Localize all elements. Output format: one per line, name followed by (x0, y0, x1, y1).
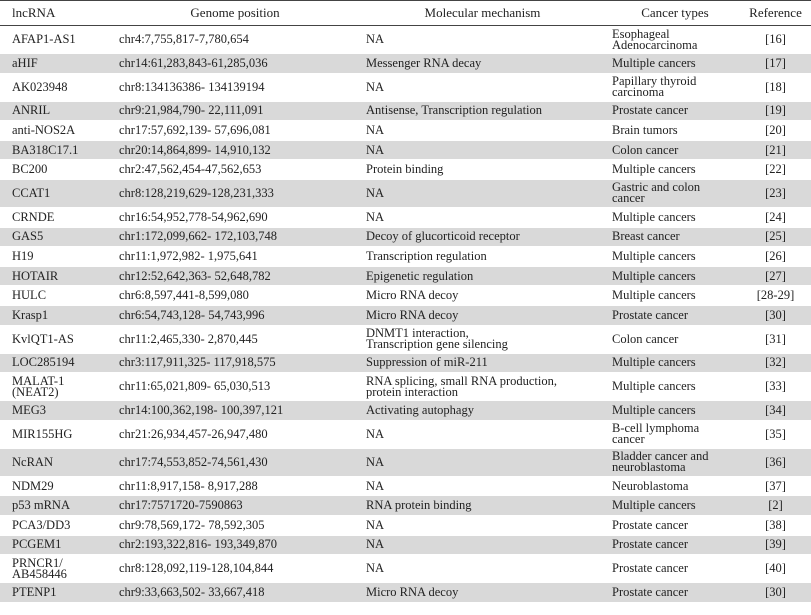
cell-lncrna-line: MALAT-1 (12, 373, 65, 388)
cell-lncrna (0, 179, 115, 207)
cell-genome-position: chr11:65,021,809- 65,030,513 (115, 373, 355, 401)
table-row (0, 121, 811, 141)
cell-lncrna-line: MEG3 (12, 402, 47, 417)
cell-lncrna-line: BC200 (12, 162, 48, 177)
cell-molecular-mechanism-line: Antisense, Transcription regulation (366, 103, 543, 118)
cell-cancer-types-line: Breast cancer (612, 229, 680, 244)
cell-reference: [2] (740, 496, 811, 516)
table-row (0, 286, 811, 306)
cell-lncrna-line: PCGEM1 (12, 537, 62, 552)
cell-reference: [37] (740, 476, 811, 496)
cell-lncrna (0, 227, 115, 247)
cell-lncrna-line: HOTAIR (12, 268, 59, 283)
cell-cancer-types-line: Multiple cancers (612, 55, 696, 70)
cell-genome-position: chr9:78,569,172- 78,592,305 (115, 515, 355, 535)
cell-lncrna (0, 555, 115, 583)
cell-cancer-types-line: Multiple cancers (612, 248, 696, 263)
cell-cancer-types (610, 286, 740, 306)
table-row (0, 160, 811, 180)
cell-cancer-types (610, 121, 740, 141)
cell-lncrna-line: GAS5 (12, 229, 44, 244)
cell-molecular-mechanism (355, 160, 610, 180)
cell-molecular-mechanism-line: Micro RNA decoy (366, 288, 459, 303)
cell-reference: [39] (740, 535, 811, 555)
cell-cancer-types (610, 555, 740, 583)
cell-reference: [19] (740, 101, 811, 121)
cell-genome-position: chr6:8,597,441-8,599,080 (115, 286, 355, 306)
cell-cancer-types (610, 448, 740, 476)
cell-lncrna (0, 325, 115, 353)
cell-cancer-types (610, 373, 740, 401)
cell-lncrna (0, 247, 115, 267)
cell-lncrna-line: H19 (12, 248, 34, 263)
cell-lncrna-line: CCAT1 (12, 185, 51, 200)
cell-molecular-mechanism-line: NA (366, 478, 385, 493)
cell-molecular-mechanism (355, 476, 610, 496)
cell-cancer-types-line: Gastric and colon (612, 180, 701, 195)
cell-reference: [18] (740, 73, 811, 101)
cell-cancer-types (610, 583, 740, 603)
cell-cancer-types-line: Bladder cancer and (612, 449, 709, 464)
cell-molecular-mechanism (355, 496, 610, 516)
cell-reference: [38] (740, 515, 811, 535)
cell-genome-position: chr9:33,663,502- 33,667,418 (115, 583, 355, 603)
cell-genome-position: chr17:7571720-7590863 (115, 496, 355, 516)
cell-molecular-mechanism (355, 207, 610, 227)
cell-molecular-mechanism-line: Protein binding (366, 162, 444, 177)
cell-molecular-mechanism-line: Micro RNA decoy (366, 584, 459, 599)
table-row (0, 515, 811, 535)
cell-cancer-types-line: carcinoma (612, 85, 665, 100)
cell-reference: [34] (740, 401, 811, 421)
cell-cancer-types-line: Brain tumors (612, 122, 678, 137)
cell-cancer-types (610, 420, 740, 448)
table-row (0, 373, 811, 401)
cell-genome-position: chr21:26,934,457-26,947,480 (115, 420, 355, 448)
cell-lncrna (0, 207, 115, 227)
cell-cancer-types (610, 305, 740, 325)
cell-cancer-types (610, 353, 740, 373)
cell-cancer-types-line: Prostate cancer (612, 307, 689, 322)
table-row (0, 401, 811, 421)
cell-molecular-mechanism-line: NA (366, 517, 385, 532)
cell-cancer-types-line: cancer (612, 191, 645, 206)
cell-molecular-mechanism-line: Epigenetic regulation (366, 268, 474, 283)
cell-molecular-mechanism-line: NA (366, 209, 385, 224)
cell-cancer-types-line: Prostate cancer (612, 103, 689, 118)
table-row (0, 420, 811, 448)
cell-lncrna-line: AB458446 (12, 566, 67, 581)
cell-lncrna (0, 496, 115, 516)
cell-molecular-mechanism (355, 420, 610, 448)
cell-molecular-mechanism-line: NA (366, 426, 385, 441)
cell-cancer-types-line: Multiple cancers (612, 379, 696, 394)
table-row (0, 140, 811, 160)
cell-molecular-mechanism (355, 555, 610, 583)
cell-lncrna-line: Krasp1 (12, 307, 49, 322)
table-row (0, 583, 811, 603)
header-row (0, 1, 811, 26)
cell-lncrna (0, 515, 115, 535)
cell-lncrna (0, 583, 115, 603)
cell-lncrna (0, 305, 115, 325)
table-row (0, 448, 811, 476)
cell-reference: [24] (740, 207, 811, 227)
cell-cancer-types-line: Prostate cancer (612, 584, 689, 599)
cell-cancer-types-line: Multiple cancers (612, 268, 696, 283)
cell-lncrna (0, 121, 115, 141)
cell-reference: [28-29] (740, 286, 811, 306)
cell-lncrna-line: AK023948 (12, 79, 68, 94)
cell-cancer-types-line: Multiple cancers (612, 162, 696, 177)
cell-molecular-mechanism-line: NA (366, 537, 385, 552)
cell-lncrna-line: AFAP1-AS1 (12, 32, 76, 46)
cell-genome-position: chr14:100,362,198- 100,397,121 (115, 401, 355, 421)
cell-cancer-types-line: B-cell lymphoma (612, 421, 700, 436)
cell-lncrna (0, 353, 115, 373)
header-genome-position: Genome position (115, 1, 355, 26)
cell-cancer-types (610, 496, 740, 516)
cell-cancer-types-line: cancer (612, 432, 645, 447)
cell-reference: [22] (740, 160, 811, 180)
cell-cancer-types-line: Prostate cancer (612, 537, 689, 552)
table-row (0, 54, 811, 74)
cell-molecular-mechanism (355, 373, 610, 401)
cell-cancer-types (610, 535, 740, 555)
cell-lncrna-line: HULC (12, 288, 47, 303)
cell-reference: [32] (740, 353, 811, 373)
cell-molecular-mechanism (355, 401, 610, 421)
cell-lncrna-line: BA318C17.1 (12, 142, 79, 157)
cell-genome-position: chr14:61,283,843-61,285,036 (115, 54, 355, 74)
cell-lncrna-line: aHIF (12, 55, 38, 70)
cell-cancer-types-line: Adenocarcinoma (612, 37, 698, 52)
cell-molecular-mechanism (355, 121, 610, 141)
cell-molecular-mechanism (355, 26, 610, 54)
cell-lncrna (0, 286, 115, 306)
cell-molecular-mechanism (355, 353, 610, 373)
cell-cancer-types (610, 207, 740, 227)
cell-cancer-types-line: Colon cancer (612, 331, 679, 346)
cell-lncrna (0, 448, 115, 476)
cell-genome-position: chr17:57,692,139- 57,696,081 (115, 121, 355, 141)
header-reference: Reference (740, 1, 811, 26)
cell-cancer-types (610, 179, 740, 207)
cell-molecular-mechanism-line: protein interaction (366, 384, 458, 399)
cell-genome-position: chr2:47,562,454-47,562,653 (115, 160, 355, 180)
cell-cancer-types-line: Multiple cancers (612, 288, 696, 303)
cell-lncrna (0, 26, 115, 54)
cell-reference: [27] (740, 266, 811, 286)
cell-cancer-types-line: Esophageal (612, 26, 670, 41)
cell-molecular-mechanism-line: NA (366, 79, 385, 94)
cell-genome-position: chr2:193,322,816- 193,349,870 (115, 535, 355, 555)
cell-cancer-types (610, 247, 740, 267)
cell-lncrna-line: ANRIL (12, 103, 51, 118)
cell-lncrna-line: KvlQT1-AS (12, 331, 74, 346)
table-body (0, 26, 811, 603)
cell-molecular-mechanism-line: Transcription regulation (366, 248, 487, 263)
cell-molecular-mechanism-line: Micro RNA decoy (366, 307, 459, 322)
cell-molecular-mechanism (355, 140, 610, 160)
cell-cancer-types (610, 54, 740, 74)
cell-genome-position: chr12:52,642,363- 52,648,782 (115, 266, 355, 286)
cell-lncrna-line: MIR155HG (12, 426, 73, 441)
cell-molecular-mechanism-line: Activating autophagy (366, 402, 474, 417)
table-row (0, 101, 811, 121)
cell-molecular-mechanism (355, 305, 610, 325)
header-molecular-mechanism: Molecular mechanism (355, 1, 610, 26)
cell-lncrna-line: PTENP1 (12, 584, 57, 599)
cell-genome-position: chr16:54,952,778-54,962,690 (115, 207, 355, 227)
cell-reference: [17] (740, 54, 811, 74)
cell-cancer-types (610, 476, 740, 496)
table-row (0, 476, 811, 496)
cell-lncrna (0, 476, 115, 496)
cell-molecular-mechanism-line: Messenger RNA decay (366, 55, 482, 70)
cell-molecular-mechanism (355, 325, 610, 353)
cell-molecular-mechanism (355, 535, 610, 555)
cell-reference: [31] (740, 325, 811, 353)
cell-cancer-types-line: Multiple cancers (612, 209, 696, 224)
cell-molecular-mechanism (355, 247, 610, 267)
cell-genome-position: chr9:21,984,790- 22,111,091 (115, 101, 355, 121)
cell-molecular-mechanism (355, 101, 610, 121)
cell-lncrna (0, 140, 115, 160)
cell-molecular-mechanism-line: NA (366, 561, 385, 576)
cell-molecular-mechanism (355, 179, 610, 207)
cell-molecular-mechanism-line: DNMT1 interaction, (366, 326, 469, 341)
cell-lncrna-line: p53 mRNA (12, 498, 70, 513)
cell-molecular-mechanism-line: RNA protein binding (366, 498, 472, 513)
cell-molecular-mechanism-line: RNA splicing, small RNA production, (366, 373, 557, 388)
cell-cancer-types-line: Multiple cancers (612, 355, 696, 370)
table-row (0, 555, 811, 583)
cell-molecular-mechanism (355, 286, 610, 306)
cell-cancer-types (610, 140, 740, 160)
cell-molecular-mechanism-line: NA (366, 454, 385, 469)
cell-reference: [25] (740, 227, 811, 247)
cell-genome-position: chr8:128,219,629-128,231,333 (115, 179, 355, 207)
cell-cancer-types (610, 73, 740, 101)
cell-genome-position: chr11:1,972,982- 1,975,641 (115, 247, 355, 267)
cell-genome-position: chr4:7,755,817-7,780,654 (115, 26, 355, 54)
cell-genome-position: chr17:74,553,852-74,561,430 (115, 448, 355, 476)
cell-lncrna-line: anti-NOS2A (12, 122, 76, 137)
table-row (0, 325, 811, 353)
table-row (0, 496, 811, 516)
cell-cancer-types-line: Colon cancer (612, 142, 679, 157)
cell-molecular-mechanism (355, 448, 610, 476)
cell-cancer-types (610, 101, 740, 121)
cell-lncrna (0, 73, 115, 101)
cell-genome-position: chr3:117,911,325- 117,918,575 (115, 353, 355, 373)
cell-lncrna-line: NcRAN (12, 454, 53, 469)
table-row (0, 266, 811, 286)
cell-reference: [26] (740, 247, 811, 267)
cell-cancer-types (610, 401, 740, 421)
cell-lncrna-line: PRNCR1/ (12, 555, 63, 570)
cell-lncrna (0, 373, 115, 401)
table-row (0, 227, 811, 247)
cell-reference: [30] (740, 305, 811, 325)
table-row (0, 353, 811, 373)
cell-cancer-types-line: Papillary thyroid (612, 74, 697, 89)
cell-molecular-mechanism-line: NA (366, 122, 385, 137)
cell-reference: [20] (740, 121, 811, 141)
cell-molecular-mechanism (355, 583, 610, 603)
cell-genome-position: chr8:134136386- 134139194 (115, 73, 355, 101)
cell-lncrna-line: LOC285194 (12, 355, 75, 370)
cell-molecular-mechanism-line: NA (366, 142, 385, 157)
cell-cancer-types (610, 325, 740, 353)
cell-reference: [21] (740, 140, 811, 160)
cell-molecular-mechanism-line: NA (366, 185, 385, 200)
cell-lncrna-line: CRNDE (12, 209, 55, 224)
cell-cancer-types (610, 227, 740, 247)
cell-molecular-mechanism (355, 54, 610, 74)
cell-genome-position: chr11:2,465,330- 2,870,445 (115, 325, 355, 353)
table-row (0, 207, 811, 227)
cell-cancer-types-line: Prostate cancer (612, 561, 689, 576)
table-row (0, 73, 811, 101)
cell-cancer-types-line: Neuroblastoma (612, 478, 689, 493)
cell-molecular-mechanism-line: Decoy of glucorticoid receptor (366, 229, 520, 244)
cell-genome-position: chr11:8,917,158- 8,917,288 (115, 476, 355, 496)
cell-lncrna-line: NDM29 (12, 478, 54, 493)
cell-cancer-types-line: neuroblastoma (612, 460, 686, 475)
cell-cancer-types-line: Multiple cancers (612, 498, 696, 513)
table-row (0, 247, 811, 267)
cell-cancer-types (610, 160, 740, 180)
cell-molecular-mechanism-line: NA (366, 32, 385, 46)
cell-molecular-mechanism (355, 515, 610, 535)
cell-genome-position: chr8:128,092,119-128,104,844 (115, 555, 355, 583)
cell-reference: [16] (740, 26, 811, 54)
cell-genome-position: chr6:54,743,128- 54,743,996 (115, 305, 355, 325)
table-row (0, 179, 811, 207)
cell-molecular-mechanism (355, 266, 610, 286)
cell-genome-position: chr20:14,864,899- 14,910,132 (115, 140, 355, 160)
table-row (0, 535, 811, 555)
cell-lncrna (0, 401, 115, 421)
cell-reference: [23] (740, 179, 811, 207)
cell-cancer-types (610, 515, 740, 535)
cell-reference: [33] (740, 373, 811, 401)
header-lncrna: lncRNA (0, 1, 115, 26)
table-row (0, 26, 811, 54)
cell-cancer-types-line: Prostate cancer (612, 517, 689, 532)
cell-molecular-mechanism-line: Transcription gene silencing (366, 337, 508, 352)
cell-reference: [30] (740, 583, 811, 603)
cell-molecular-mechanism (355, 73, 610, 101)
cell-molecular-mechanism-line: Suppression of miR-211 (366, 355, 488, 370)
cell-genome-position: chr1:172,099,662- 172,103,748 (115, 227, 355, 247)
header-cancer-types: Cancer types (610, 1, 740, 26)
cell-reference: [35] (740, 420, 811, 448)
cell-lncrna (0, 101, 115, 121)
table-header (0, 1, 811, 26)
cell-reference: [36] (740, 448, 811, 476)
cell-lncrna (0, 266, 115, 286)
cell-molecular-mechanism (355, 227, 610, 247)
cell-lncrna (0, 420, 115, 448)
cell-lncrna (0, 160, 115, 180)
cell-lncrna (0, 54, 115, 74)
cell-reference: [40] (740, 555, 811, 583)
table-row (0, 305, 811, 325)
cell-lncrna-line: (NEAT2) (12, 384, 59, 399)
cell-cancer-types (610, 266, 740, 286)
cell-lncrna-line: PCA3/DD3 (12, 517, 71, 532)
cell-cancer-types-line: Multiple cancers (612, 402, 696, 417)
cell-cancer-types (610, 26, 740, 54)
cell-lncrna (0, 535, 115, 555)
